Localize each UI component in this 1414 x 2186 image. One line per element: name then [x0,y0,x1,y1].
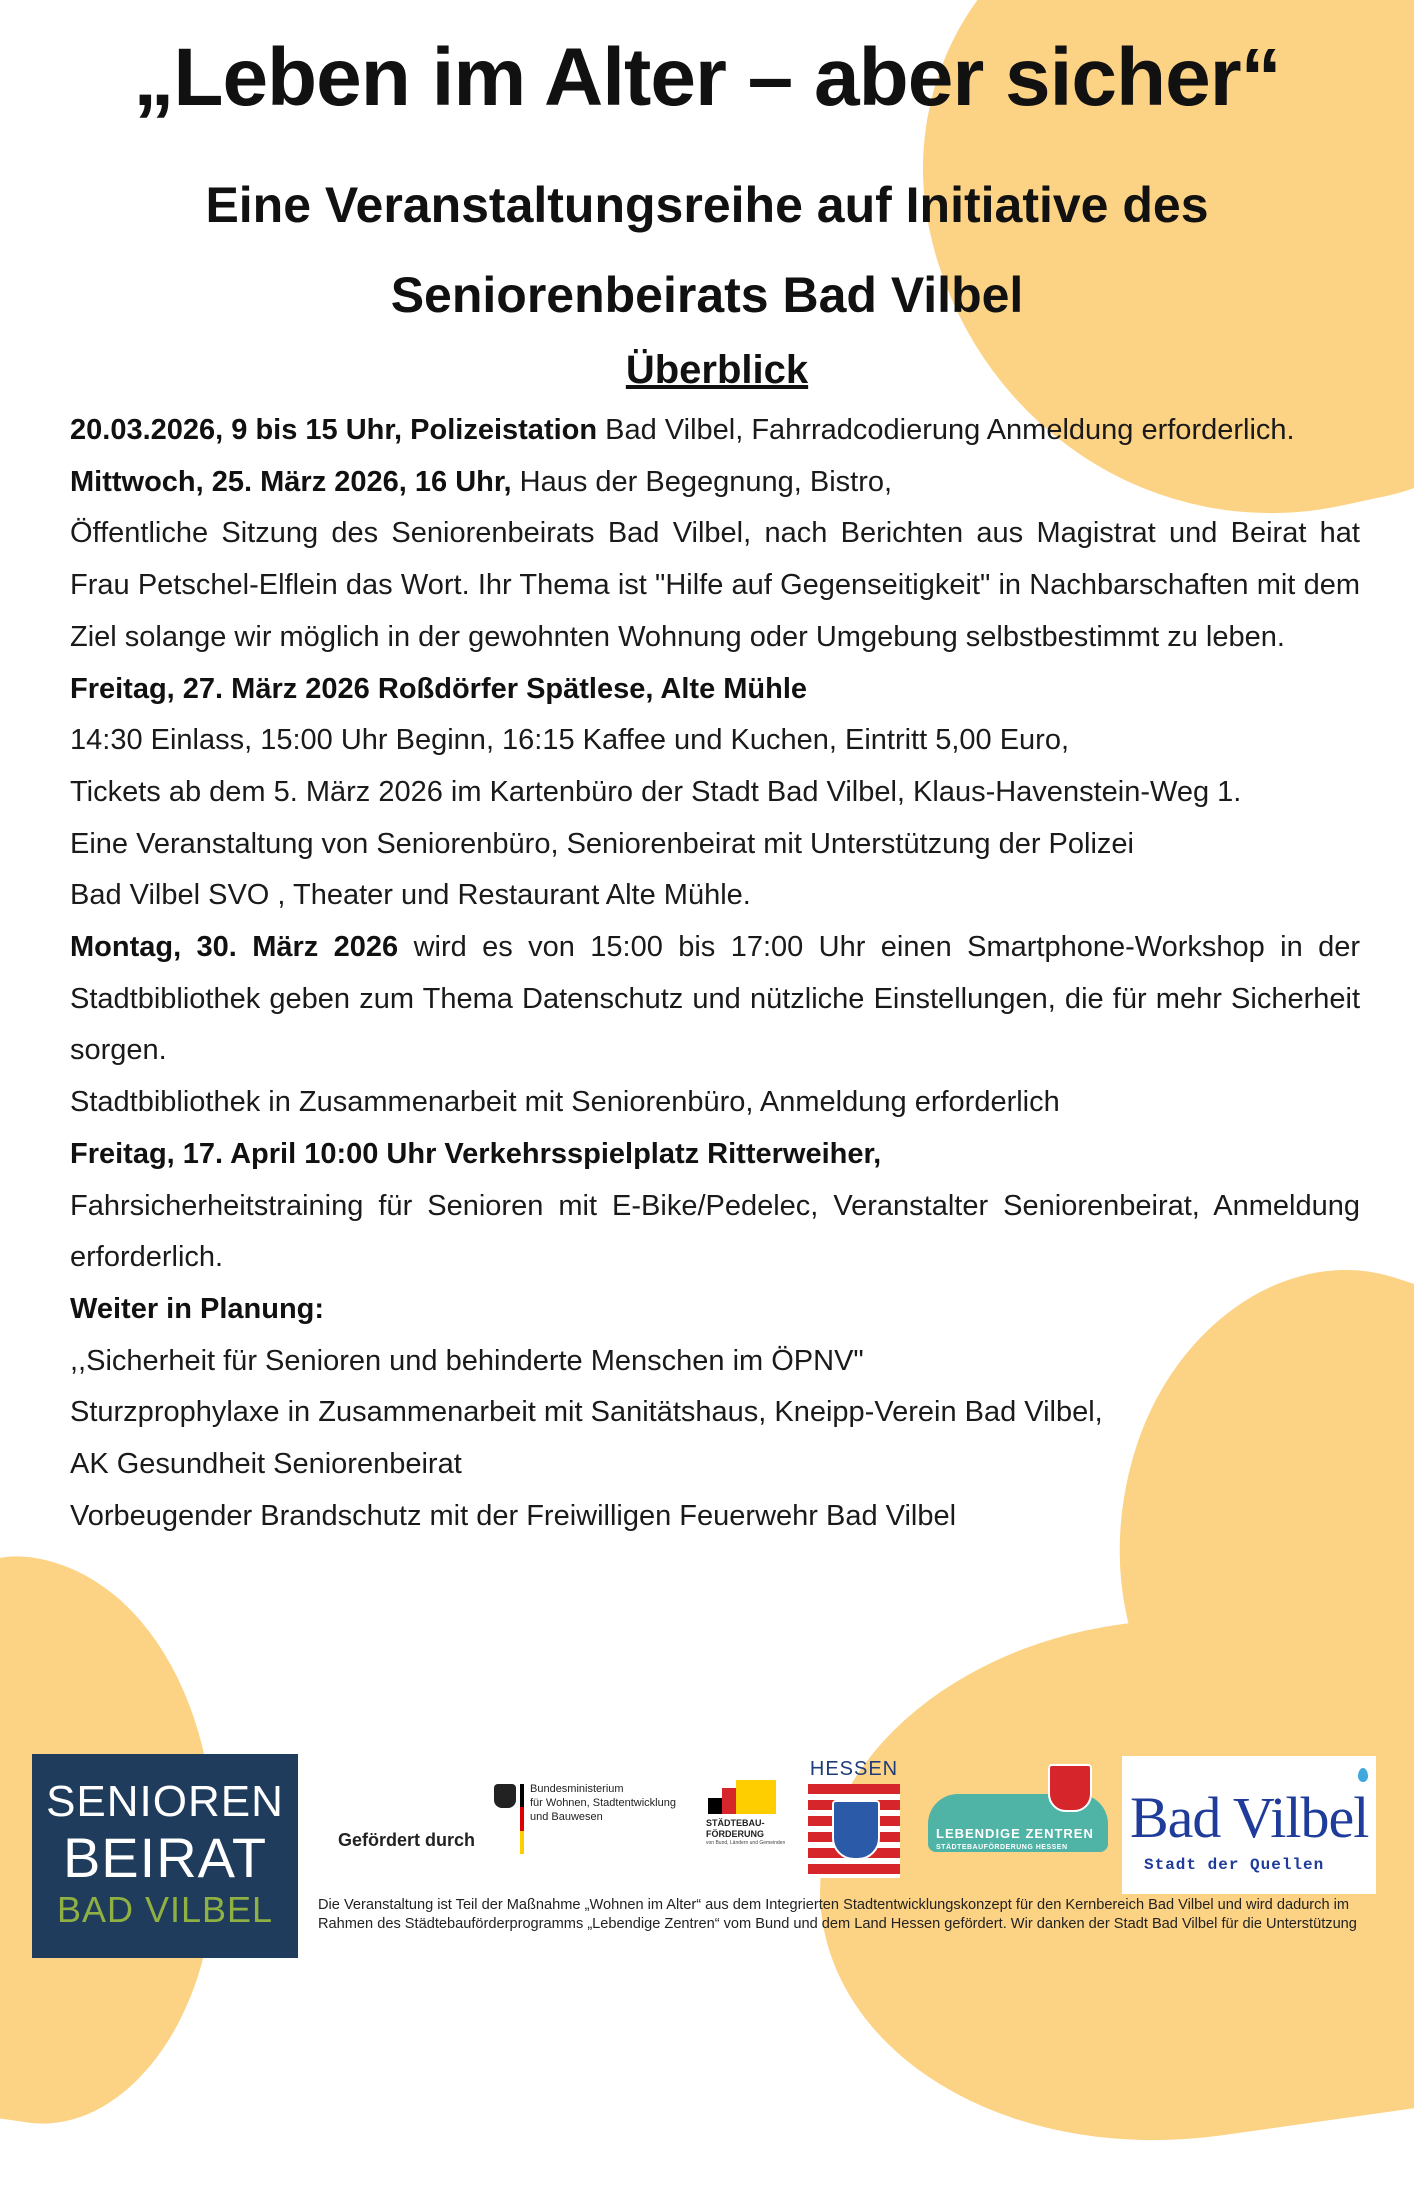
ministry-logo: Bundesministerium für Wohnen, Stadtentwicklung und Bauwesen [490,1778,690,1858]
planning-item: AK Gesundheit Seniorenbeirat [70,1448,462,1481]
subtitle-line-2: Seniorenbeirats Bad Vilbel [390,267,1024,323]
planning-item: Sturzprophylaxe in Zusammenarbeit mit Sanitätshaus, Kneipp-Verein Bad Vilbel, [70,1396,1103,1429]
event-2-date: Mittwoch, 25. März 2026, 16 Uhr, [70,465,512,498]
event-2-place: Haus der Begegnung, Bistro, [511,465,893,498]
event-1-text: Bad Vilbel, Fahrradcodierung Anmeldung erforderlich. [597,414,1295,446]
event-2-description: Öffentliche Sitzung des Seniorenbeirats Bad Vilbel, nach Berichten aus Magistrat und Beirat hat Frau Petschel-Elflein das Wort. Ihr Thema ist "Hilfe auf Gegenseitigkeit" in Nachbarschaften mit dem Ziel solange wir möglich in der gewohnten Wohnung oder Umgebung selbstbestimmt zu leben. [70,517,1360,653]
page-title: „Leben im Alter – aber sicher“ [133,32,1281,123]
event-4-note: Stadtbibliothek in Zusammenarbeit mit Seniorenbüro, Anmeldung erforderlich [70,1086,1060,1119]
planning-item: Vorbeugender Brandschutz mit der Freiwilligen Feuerwehr Bad Vilbel [70,1499,957,1532]
event-3-line-2: Tickets ab dem 5. März 2026 im Kartenbüro der Stadt Bad Vilbel, Klaus-Havenstein-Weg 1. [70,775,1242,808]
lebendige-zentren-logo: LEBENDIGE ZENTREN STÄDTEBAUFÖRDERUNG HESSEN [922,1764,1112,1874]
event-4-text: wird es von 15:00 bis 17:00 Uhr einen Smartphone-Workshop in der Stadtbibliothek geben zum Thema Datenschutz und nützliche Einstellungen, die für mehr Sicherheit sorgen. [70,931,1361,1067]
staedtebaufoerderung-logo: STÄDTEBAU- FÖRDERUNG von Bund, Ländern und Gemeinden [706,1770,786,1860]
water-drop-icon [1358,1768,1368,1782]
houses-icon [706,1770,782,1814]
event-1-date: 20.03.2026, 9 bis 15 Uhr, Polizeistation [70,414,598,446]
federal-eagle-icon [494,1784,516,1808]
event-1 [70,405,1360,457]
seniorenbeirat-logo: SENIOREN BEIRAT BAD VILBEL [32,1754,298,1958]
event-5-text: Fahrsicherheitstraining für Senioren mit E-Bike/Pedelec, Veranstalter Seniorenbeirat, Anmeldung erforderlich. [70,1189,1360,1274]
hessen-lion-icon [1048,1764,1092,1812]
event-4-date: Montag, 30. März 2026 [70,931,399,964]
planning-heading: Weiter in Planung: [70,1292,325,1325]
subtitle-line-1: Eine Veranstaltungsreihe auf Initiative des [205,177,1209,233]
page-subtitle [60,160,1354,340]
footer-logos [0,1750,1414,2000]
german-flag-icon [520,1784,524,1854]
event-list [70,405,1360,1542]
event-3-line-4: Bad Vilbel SVO , Theater und Restaurant Alte Mühle. [70,879,751,912]
event-3-line-3: Eine Veranstaltung von Seniorenbüro, Seniorenbeirat mit Unterstützung der Polizei [70,827,1134,860]
event-2 [70,457,1360,509]
event-5-heading: Freitag, 17. April 10:00 Uhr Verkehrsspielplatz Ritterweiher, [70,1137,882,1170]
overview-heading: Überblick [625,348,809,392]
event-3-heading: Freitag, 27. März 2026 Roßdörfer Spätlese, Alte Mühle [70,672,808,705]
funding-disclaimer: Die Veranstaltung ist Teil der Maßnahme „Wohnen im Alter“ aus dem Integrierten Stadtentwicklungskonzept für den Kernbereich Bad Vilbel und wird dadurch im Rahmen des Städtebauförderprogramms „Lebendige Zentren“ vom Bund und dem Land Hessen gefördert. Wir danken der Stadt Bad Vilbel für die Unterstützung [318,1897,1357,1932]
bad-vilbel-logo: Bad Vilbel Stadt der Quellen [1122,1756,1376,1894]
planning-item: ,,Sicherheit für Senioren und behinderte Menschen im ÖPNV" [70,1344,864,1377]
event-3-line-1: 14:30 Einlass, 15:00 Uhr Beginn, 16:15 Kaffee und Kuchen, Eintritt 5,00 Euro, [70,724,1070,757]
event-4 [70,922,1360,1077]
funded-by-label: Gefördert durch [338,1830,476,1850]
hessen-logo: HESSEN [806,1758,902,1882]
hessen-coat-of-arms-icon [832,1800,880,1860]
